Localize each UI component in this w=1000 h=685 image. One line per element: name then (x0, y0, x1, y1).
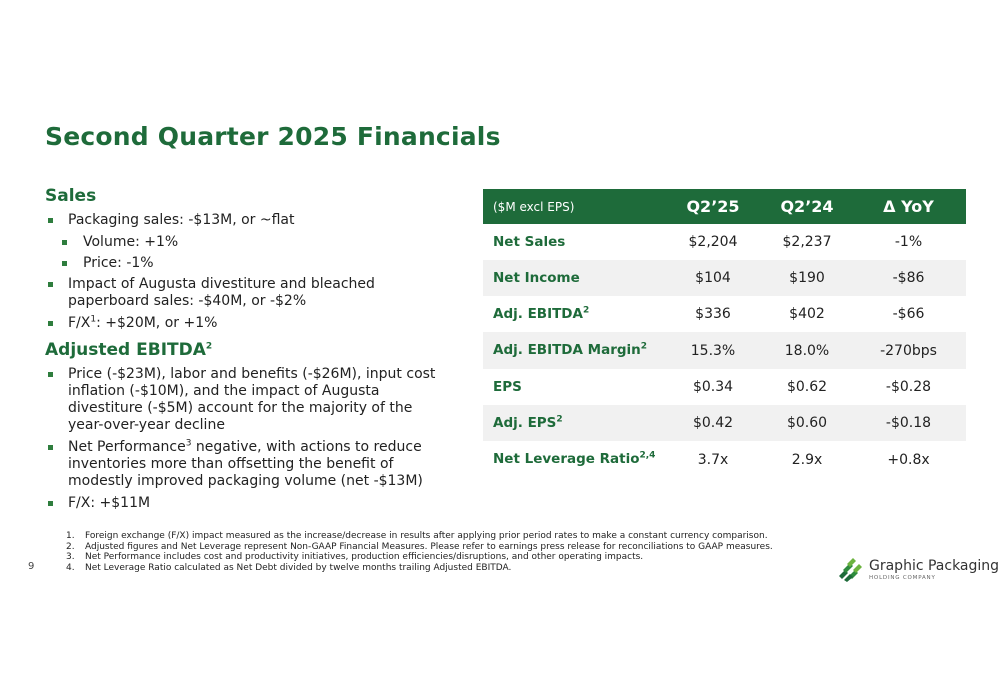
yoy-cell: -1% (894, 234, 923, 250)
ebitda-list (45, 366, 445, 512)
table-row (483, 405, 966, 441)
list-item: Impact of Augusta divestiture and bleached paperboard sales: -$40M, or -$2% (45, 276, 445, 310)
q224-cell: $402 (789, 306, 825, 322)
yoy-cell: -$66 (892, 306, 925, 322)
row-label: Net Income (483, 260, 663, 296)
table-row (483, 441, 966, 478)
list-item: Volume: +1% (45, 234, 445, 251)
row-label: Adj. EPS$^2$ (483, 405, 663, 441)
footnote: 3. Net Performance includes cost and productivity initiatives, production efficiencies/disruptions, and other operating impacts. (66, 552, 644, 562)
list-item: Net Performance$^3$ negative, with actions to reduce inventories more than offsetting the benefit of modestly improved packaging volume (net -$13M) (45, 439, 445, 490)
q224-cell: 2.9x (791, 451, 823, 468)
q224-cell: $2,237 (782, 234, 832, 250)
q225-cell: $0.42 (663, 405, 763, 441)
sales-list (45, 212, 445, 332)
q225-cell: $104 (663, 260, 763, 296)
table-row (483, 369, 966, 405)
footnote: 2. Adjusted figures and Net Leverage represent Non-GAAP Financial Measures. Please refer to earnings press release for reconciliations to GAAP measures. (66, 541, 773, 552)
q224-cell: $190 (763, 260, 851, 296)
list-item: $F/X^1$: +$20M, or +1% (45, 315, 445, 332)
row-label: Adj. EBITDA Margin$^2$ (483, 332, 663, 369)
q225-cell: 15.3% (663, 332, 763, 369)
footnotes (66, 531, 773, 573)
yoy-header: Δ YoY (851, 189, 966, 224)
q224-header: Q2’24 (763, 189, 851, 224)
sales-heading: Sales (45, 186, 97, 206)
logo-subtitle: HOLDING COMPANY (869, 575, 936, 581)
row-label: EPS (493, 378, 522, 395)
q225-cell: $2,204 (688, 234, 738, 250)
table-row (483, 260, 966, 296)
yoy-cell: -$0.28 (885, 379, 932, 395)
list-item: Packaging sales: -$13M, or ~flat (45, 212, 445, 229)
yoy-cell: -$0.18 (851, 405, 966, 441)
yoy-cell: -$86 (851, 260, 966, 296)
commentary-column (45, 186, 445, 517)
row-label: Adj. EBITDA$^2$ (493, 305, 590, 322)
company-logo (837, 556, 1000, 586)
yoy-cell: -270bps (851, 332, 966, 369)
financials-table (483, 189, 966, 478)
table-row (483, 296, 966, 332)
page-title: Second Quarter 2025 Financials (45, 122, 501, 151)
q225-header: Q2’25 (663, 189, 763, 224)
q225-cell: $336 (695, 306, 731, 322)
table-header-row (483, 189, 966, 224)
footnote: 4. Net Leverage Ratio calculated as Net Debt divided by twelve months trailing Adjusted EBITDA. (66, 562, 512, 573)
units-header: ($M excl EPS) (483, 189, 663, 224)
row-label: Net Sales (493, 233, 566, 250)
leaf-logo-icon (837, 556, 863, 582)
yoy-cell: +0.8x (887, 451, 930, 468)
q225-cell: 3.7x (697, 451, 729, 468)
list-item: F/X: +$11M (45, 495, 445, 512)
ebitda-heading: Adjusted EBITDA$^2$ (45, 340, 213, 360)
q224-cell: 18.0% (763, 332, 851, 369)
page-number: 9 (28, 561, 35, 572)
table-row (483, 224, 966, 260)
table-row (483, 332, 966, 369)
q224-cell: $0.62 (786, 379, 828, 395)
list-item: Price: -1% (45, 255, 445, 272)
row-label: Net Leverage Ratio$^{2,4}$ (493, 450, 656, 467)
footnote: 1. Foreign exchange (F/X) impact measured as the increase/decrease in results after applying prior period rates to make a constant currency comparison. (66, 531, 768, 541)
q225-cell: $0.34 (692, 379, 734, 395)
q224-cell: $0.60 (763, 405, 851, 441)
list-item: Price (-$23M), labor and benefits (-$26M), input cost inflation (-$10M), and the impact of Augusta divestiture (-$5M) account for the majority of the year-over-year decline (45, 366, 445, 434)
logo-name: Graphic Packaging (869, 558, 1000, 574)
